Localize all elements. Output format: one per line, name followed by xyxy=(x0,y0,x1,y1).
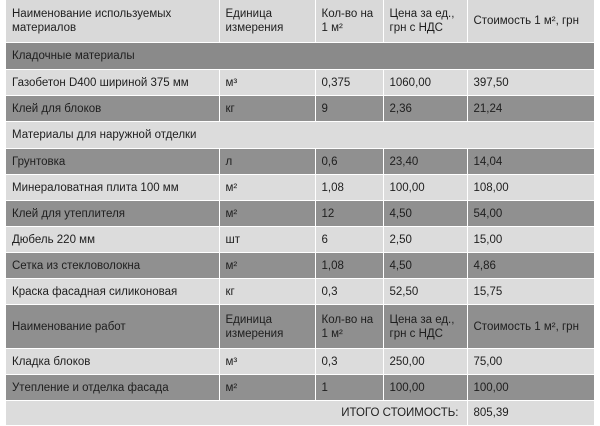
table-header-row xyxy=(6,0,594,43)
cell-cost: 54,00 xyxy=(467,201,594,227)
section-row-masonry xyxy=(6,43,594,70)
section-title: Кладочные материалы xyxy=(6,43,594,70)
cell-cost: 4,86 xyxy=(467,253,594,279)
cell-quantity: 0,375 xyxy=(315,70,383,96)
cell-unit: м² xyxy=(219,175,315,201)
cell-name: Сетка из стекловолокна xyxy=(6,253,219,279)
header-quantity: Кол-во на 1 м² xyxy=(315,0,383,43)
cell-quantity: 12 xyxy=(315,201,383,227)
cell-cost: 14,04 xyxy=(467,149,594,175)
cell-name: Газобетон D400 шириной 375 мм xyxy=(6,70,219,96)
cell-price: 52,50 xyxy=(383,279,467,305)
cell-unit: м² xyxy=(219,253,315,279)
cell-price: 2,50 xyxy=(383,227,467,253)
cell-price: 2,36 xyxy=(383,96,467,122)
cell-price: 1060,00 xyxy=(383,70,467,96)
cell-unit: м² xyxy=(219,201,315,227)
cell-quantity: 6 xyxy=(315,227,383,253)
cell-cost: 397,50 xyxy=(467,70,594,96)
cell-price: 250,00 xyxy=(383,349,467,375)
header-unit: Единица измерения xyxy=(219,0,315,43)
header-cost: Стоимость 1 м², грн xyxy=(467,0,594,43)
section-title: Материалы для наружной отделки xyxy=(6,122,594,149)
cell-quantity: 0,6 xyxy=(315,149,383,175)
cell-unit: м³ xyxy=(219,70,315,96)
cost-table-page xyxy=(6,0,594,419)
cell-unit: шт xyxy=(219,227,315,253)
cell-cost: 75,00 xyxy=(467,349,594,375)
cell-price: 4,50 xyxy=(383,253,467,279)
cell-quantity: 1,08 xyxy=(315,253,383,279)
cell-name: Минераловатная плита 100 мм xyxy=(6,175,219,201)
cell-price: 100,00 xyxy=(383,375,467,401)
cell-unit: м² xyxy=(219,375,315,401)
header-materials-name: Наименование используемых материалов xyxy=(6,0,219,43)
cell-unit: кг xyxy=(219,96,315,122)
total-value: 805,39 xyxy=(467,401,594,426)
cost-table xyxy=(6,0,594,426)
table-row xyxy=(6,349,594,375)
cell-name: Дюбель 220 мм xyxy=(6,227,219,253)
cell-quantity: 1 xyxy=(315,375,383,401)
cell-price: 100,00 xyxy=(383,175,467,201)
cell-quantity: 1,08 xyxy=(315,175,383,201)
header-works-name: Наименование работ xyxy=(6,305,219,349)
cell-unit: л xyxy=(219,149,315,175)
table-row xyxy=(6,279,594,305)
table-row xyxy=(6,201,594,227)
cell-quantity: 0,3 xyxy=(315,279,383,305)
table-row xyxy=(6,70,594,96)
total-label: ИТОГО СТОИМОСТЬ: xyxy=(6,401,467,426)
cell-name: Краска фасадная силиконовая xyxy=(6,279,219,305)
works-header-row xyxy=(6,305,594,349)
cell-cost: 21,24 xyxy=(467,96,594,122)
table-row xyxy=(6,149,594,175)
table-row xyxy=(6,175,594,201)
cell-unit: м³ xyxy=(219,349,315,375)
cell-name: Кладка блоков xyxy=(6,349,219,375)
table-row xyxy=(6,253,594,279)
total-row xyxy=(6,401,594,426)
table-row xyxy=(6,375,594,401)
cell-quantity: 9 xyxy=(315,96,383,122)
header-cost: Стоимость 1 м², грн xyxy=(467,305,594,349)
section-row-exterior xyxy=(6,122,594,149)
cell-unit: кг xyxy=(219,279,315,305)
cell-cost: 15,00 xyxy=(467,227,594,253)
cell-name: Утепление и отделка фасада xyxy=(6,375,219,401)
cell-name: Клей для утеплителя xyxy=(6,201,219,227)
cell-cost: 108,00 xyxy=(467,175,594,201)
header-unit: Единица измерения xyxy=(219,305,315,349)
cell-name: Клей для блоков xyxy=(6,96,219,122)
cell-name: Грунтовка xyxy=(6,149,219,175)
cell-price: 4,50 xyxy=(383,201,467,227)
cell-quantity: 0,3 xyxy=(315,349,383,375)
cell-cost: 15,75 xyxy=(467,279,594,305)
header-quantity: Кол-во на 1 м² xyxy=(315,305,383,349)
header-unit-price: Цена за ед., грн с НДС xyxy=(383,305,467,349)
table-row xyxy=(6,227,594,253)
cell-price: 23,40 xyxy=(383,149,467,175)
table-row xyxy=(6,96,594,122)
header-unit-price: Цена за ед., грн с НДС xyxy=(383,0,467,43)
cell-cost: 100,00 xyxy=(467,375,594,401)
